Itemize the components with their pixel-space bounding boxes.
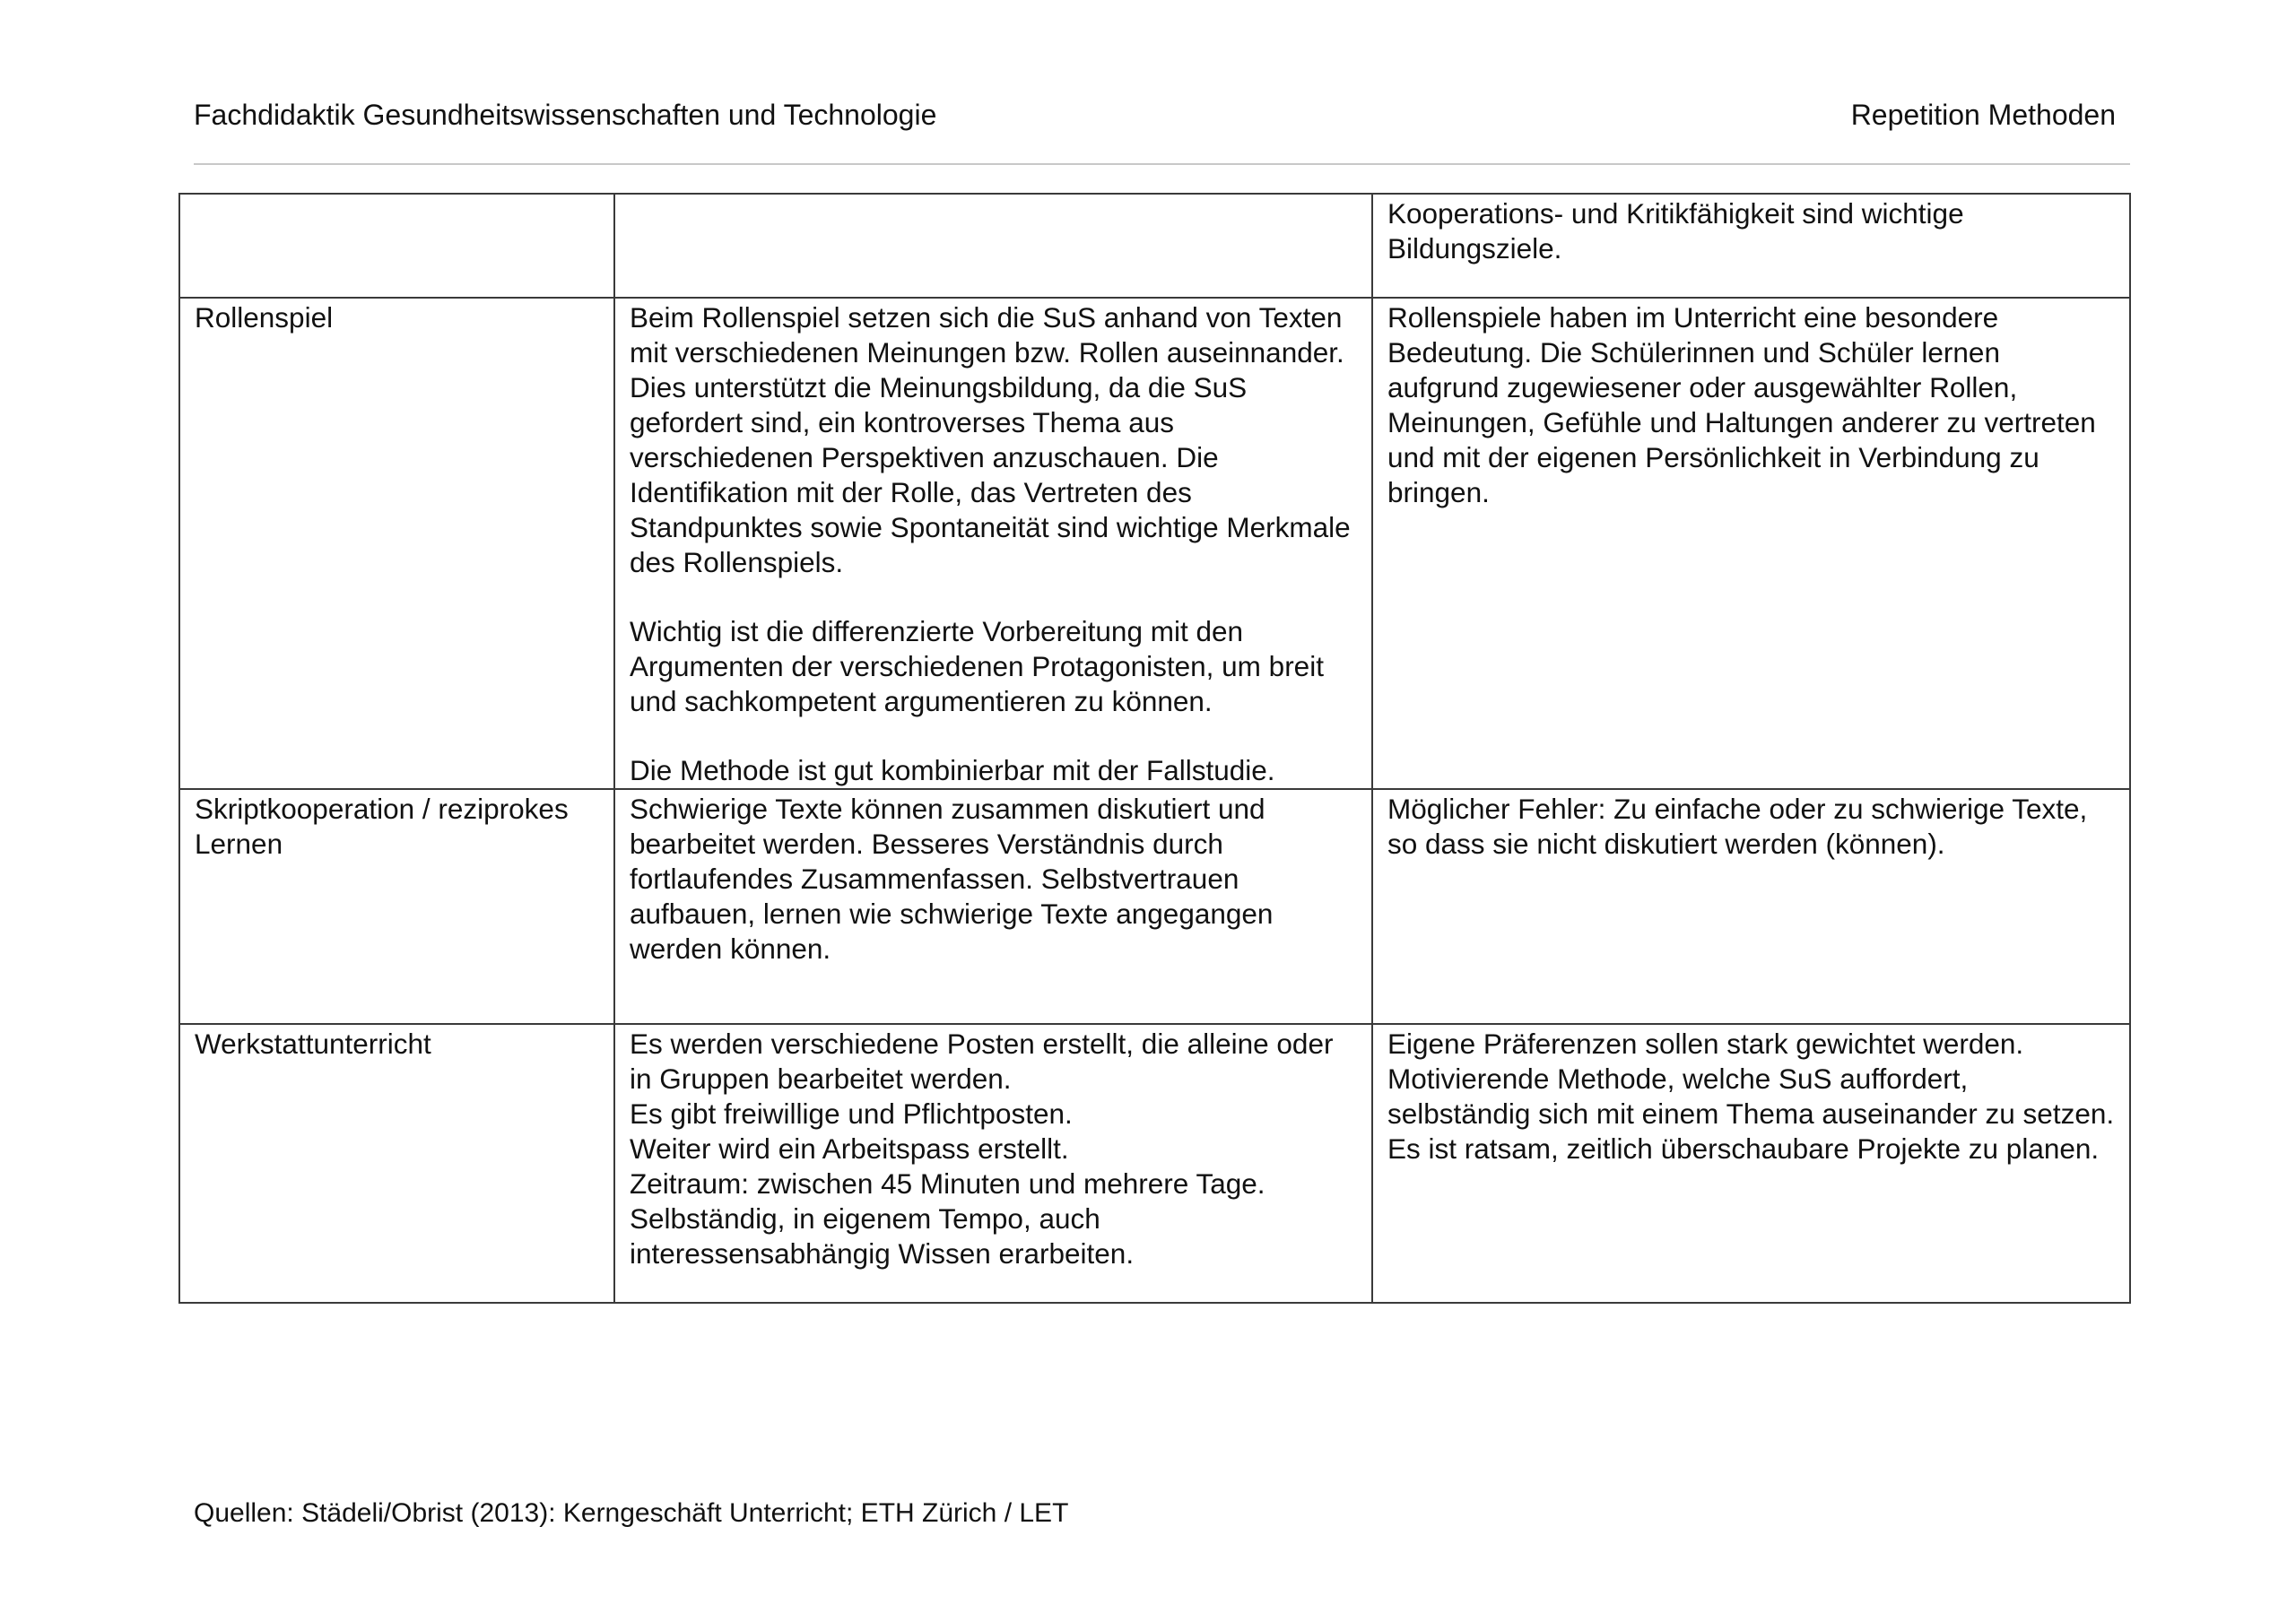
- description-line: Zeitraum: zwischen 45 Minuten und mehrere Tage.: [630, 1167, 1265, 1200]
- document-header-section: Repetition Methoden: [1850, 99, 2116, 131]
- description-line: Selbständig, in eigenem Tempo, auch interessensabhängig Wissen erarbeiten.: [630, 1202, 1135, 1270]
- notes-text: Eigene Präferenzen sollen stark gewichtet werden. Motivierende Methode, welche SuS auffordert, selbständig sich mit einem Thema auseinander zu setzen. Es ist ratsam, zeitlich überschaubare Projekte zu planen.: [1387, 1028, 2115, 1165]
- method-name-cell: Skriptkooperation / reziprokes Lernen: [179, 789, 614, 1024]
- method-notes-cell: [1372, 789, 2130, 1024]
- description-paragraph: Beim Rollenspiel setzen sich die SuS anhand von Texten mit verschiedenen Meinungen bzw. Rollen auseinnander. Dies unterstützt die Meinungsbildung, da die SuS gefordert sind, ein kontroverses Thema aus verschiedenen Perspektiven anzuschauen. Die Identifikation mit der Rolle, das Vertreten des Standpunktes sowie Spontaneität sind wichtige Merkmale des Rollenspiels.: [630, 301, 1351, 578]
- method-description-cell: [614, 789, 1372, 1024]
- method-description-cell: [614, 298, 1372, 789]
- method-notes-cell: [1372, 298, 2130, 789]
- method-name-cell: Werkstattunterricht: [179, 1024, 614, 1303]
- document-header-title: Fachdidaktik Gesundheitswissenschaften und Technologie: [194, 99, 937, 131]
- notes-text: Rollenspiele haben im Unterricht eine besondere Bedeutung. Die Schülerinnen und Schüler lernen aufgrund zugewiesener oder ausgewählter Rollen, Meinungen, Gefühle und Haltungen anderer zu vertreten und mit der eigenen Persönlichkeit in Verbindung zu bringen.: [1387, 301, 2096, 508]
- description-line: Es werden verschiedene Posten erstellt, die alleine oder in Gruppen bearbeitet werden.: [630, 1028, 1334, 1095]
- table-row: [179, 1024, 2130, 1303]
- table-row: [179, 789, 2130, 1024]
- description-line: Es gibt freiwillige und Pflichtposten.: [630, 1097, 1073, 1130]
- notes-text: Kooperations- und Kritikfähigkeit sind wichtige Bildungsziele.: [1387, 197, 1964, 265]
- method-name-cell: Rollenspiel: [179, 298, 614, 789]
- notes-text: Möglicher Fehler: Zu einfache oder zu schwierige Texte, so dass sie nicht diskutiert werden (können).: [1387, 793, 2088, 860]
- methods-table: [178, 193, 2131, 1304]
- method-description-cell: [614, 1024, 1372, 1303]
- method-notes-cell: [1372, 1024, 2130, 1303]
- description-paragraph: Die Methode ist gut kombinierbar mit der Fallstudie.: [630, 754, 1275, 786]
- description-paragraph: Wichtig ist die differenzierte Vorbereitung mit den Argumenten der verschiedenen Protagonisten, um breit und sachkompetent argumentieren zu können.: [630, 615, 1324, 717]
- table-row: [179, 194, 2130, 298]
- description-paragraph: Schwierige Texte können zusammen diskutiert und bearbeitet werden. Besseres Verständnis durch fortlaufendes Zusammenfassen. Selbstvertrauen aufbauen, lernen wie schwierige Texte angegangen werden können.: [630, 793, 1274, 965]
- header-divider: [194, 163, 2130, 165]
- method-name-cell: [179, 194, 614, 298]
- sources-footer: Quellen: Städeli/Obrist (2013): Kerngeschäft Unterricht; ETH Zürich / LET: [194, 1498, 1069, 1528]
- method-notes-cell: [1372, 194, 2130, 298]
- description-line: Weiter wird ein Arbeitspass erstellt.: [630, 1132, 1069, 1165]
- table-row: [179, 298, 2130, 789]
- method-description-cell: [614, 194, 1372, 298]
